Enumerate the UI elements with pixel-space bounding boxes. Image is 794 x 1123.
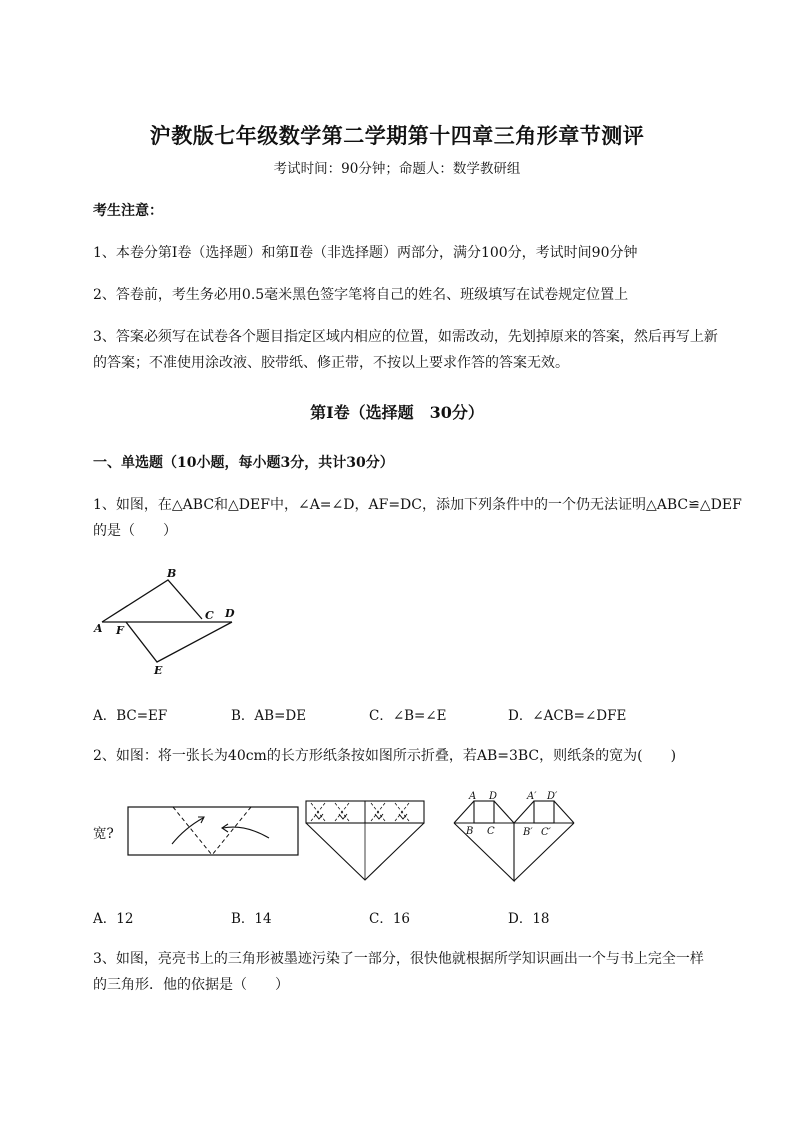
fold-line-left (173, 807, 212, 855)
label-b: B (167, 567, 177, 580)
fold-line-right (212, 807, 251, 855)
page-title: 沪教版七年级数学第二学期第十四章三角形章节测评 (149, 123, 645, 148)
question-1-option-d[interactable]: D．∠ACB=∠DFE (508, 708, 627, 724)
question-3-line-1: 3、如图，亮亮书上的三角形被墨迹污染了一部分，很快他就根据所学知识画出一个与书上完全一样 (93, 951, 704, 967)
fold-arrow-right (223, 827, 269, 838)
notice-item-3-line-2: 的答案；不准使用涂改液、胶带纸、修正带，不按以上要求作答的答案无效。 (93, 355, 569, 371)
fold-arrow-left (172, 818, 203, 844)
result-square-right (534, 801, 554, 823)
label-b-prime: B′ (523, 827, 533, 838)
question-3-line-2: 的三角形．他的依据是（ ） (93, 977, 289, 993)
label-d: D (489, 791, 498, 802)
question-1-figure (90, 565, 250, 675)
question-2-figure-strip (127, 806, 302, 856)
question-2-option-b[interactable]: B．14 (231, 911, 272, 927)
label-a: A (469, 791, 477, 802)
paper-strip (128, 807, 298, 855)
label-b: B (466, 826, 474, 837)
result-left-triangle (454, 823, 514, 881)
result-right-diag (514, 801, 534, 823)
question-2-figure-folded (305, 800, 427, 882)
width-question-label: 宽? (93, 826, 114, 842)
result-left-diag2 (494, 801, 514, 823)
question-1-line-1: 1、如图，在△ABC和△DEF中，∠A=∠D，AF=DC，添加下列条件中的一个仍无法证明△ABC≌△DEF (93, 497, 742, 513)
part-title: 一、单选题（10小题，每小题3分，共计30分） (93, 455, 394, 471)
label-a: A (94, 622, 103, 635)
label-c-prime: C′ (541, 827, 551, 838)
question-1-option-c[interactable]: C．∠B=∠E (369, 708, 447, 724)
question-2-option-c[interactable]: C．16 (369, 911, 411, 927)
question-2-line-1: 2、如图：将一张长为40cm的长方形纸条按如图所示折叠，若AB=3BC，则纸条的宽为( ) (93, 748, 677, 764)
label-d-prime: D′ (547, 791, 558, 802)
question-2-option-d[interactable]: D．18 (508, 911, 550, 927)
result-square-left (474, 801, 494, 823)
section-title: 第Ⅰ卷（选择题 30分） (310, 403, 484, 422)
notice-item-1: 1、本卷分第Ⅰ卷（选择题）和第Ⅱ卷（非选择题）两部分，满分100分，考试时间90分钟 (93, 245, 638, 261)
notice-item-3-line-1: 3、答案必须写在试卷各个题目指定区域内相应的位置，如需改动，先划掉原来的答案，然后再写上新 (93, 329, 718, 345)
question-1-option-a[interactable]: A．BC=EF (93, 708, 168, 724)
question-2-figure-result (452, 788, 577, 883)
question-1-option-b[interactable]: B．AB=DE (231, 708, 307, 724)
label-e: E (154, 664, 163, 677)
folded-arrows (315, 814, 407, 819)
label-f: F (116, 624, 124, 637)
label-c: C (487, 826, 495, 837)
triangle-def (126, 622, 232, 662)
result-right-diag2 (554, 801, 574, 823)
page-subtitle: 考试时间：90分钟；命题人：数学教研组 (273, 161, 521, 177)
folded-dashes (311, 803, 409, 821)
triangle-abc (102, 580, 202, 622)
question-1-line-2: 的是（ ） (93, 523, 177, 539)
notice-item-2: 2、答卷前，考生务必用0.5毫米黑色签字笔将自己的姓名、班级填写在试卷规定位置上 (93, 287, 629, 303)
notice-heading: 考生注意： (93, 203, 163, 219)
question-2-option-a[interactable]: A．12 (93, 911, 134, 927)
label-c: C (205, 609, 214, 622)
label-d: D (225, 607, 235, 620)
label-a-prime: A′ (527, 791, 537, 802)
result-left-diag (454, 801, 474, 823)
